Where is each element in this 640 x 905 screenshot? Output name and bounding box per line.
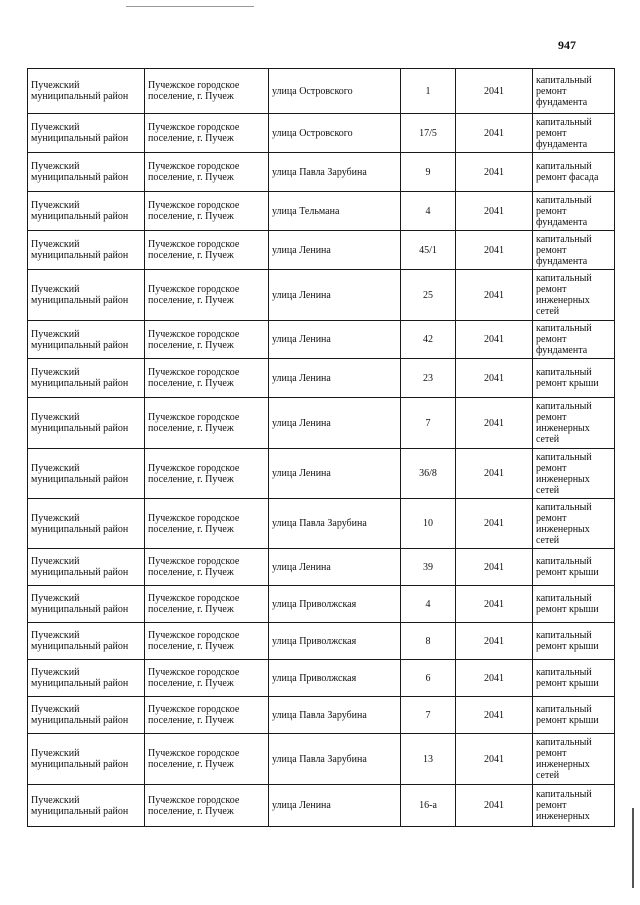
- street-cell: улица Островского: [269, 114, 401, 153]
- house-number-cell: 25: [401, 270, 456, 321]
- street-cell: улица Островского: [269, 69, 401, 114]
- year-cell: 2041: [456, 549, 533, 586]
- district-cell: Пучежский муниципальный район: [28, 785, 145, 827]
- district-cell: Пучежский муниципальный район: [28, 734, 145, 785]
- year-cell: 2041: [456, 398, 533, 449]
- work-type-cell: капитальный ремонт инженерных сетей: [533, 734, 615, 785]
- year-cell: 2041: [456, 734, 533, 785]
- settlement-cell: Пучежское городское поселение, г. Пучеж: [145, 192, 269, 231]
- table-row: [28, 660, 615, 697]
- table-row: [28, 192, 615, 231]
- repair-schedule-table: [27, 68, 615, 827]
- settlement-cell: Пучежское городское поселение, г. Пучеж: [145, 586, 269, 623]
- table-row: [28, 231, 615, 270]
- street-cell: улица Ленина: [269, 270, 401, 321]
- street-cell: улица Павла Зарубина: [269, 734, 401, 785]
- district-cell: Пучежский муниципальный район: [28, 586, 145, 623]
- scan-edge-mark: [632, 808, 634, 888]
- work-type-cell: капитальный ремонт инженерных: [533, 785, 615, 827]
- district-cell: Пучежский муниципальный район: [28, 153, 145, 192]
- district-cell: Пучежский муниципальный район: [28, 231, 145, 270]
- work-type-cell: капитальный ремонт фундамента: [533, 231, 615, 270]
- settlement-cell: Пучежское городское поселение, г. Пучеж: [145, 270, 269, 321]
- settlement-cell: Пучежское городское поселение, г. Пучеж: [145, 114, 269, 153]
- settlement-cell: Пучежское городское поселение, г. Пучеж: [145, 785, 269, 827]
- year-cell: 2041: [456, 499, 533, 549]
- district-cell: Пучежский муниципальный район: [28, 499, 145, 549]
- street-cell: улица Павла Зарубина: [269, 499, 401, 549]
- street-cell: улица Ленина: [269, 398, 401, 449]
- year-cell: 2041: [456, 69, 533, 114]
- street-cell: улица Ленина: [269, 785, 401, 827]
- house-number-cell: 4: [401, 586, 456, 623]
- house-number-cell: 13: [401, 734, 456, 785]
- settlement-cell: Пучежское городское поселение, г. Пучеж: [145, 623, 269, 660]
- table-row: [28, 549, 615, 586]
- work-type-cell: капитальный ремонт фасада: [533, 153, 615, 192]
- work-type-cell: капитальный ремонт инженерных сетей: [533, 270, 615, 321]
- table-row: [28, 270, 615, 321]
- table-row: [28, 785, 615, 827]
- settlement-cell: Пучежское городское поселение, г. Пучеж: [145, 734, 269, 785]
- work-type-cell: капитальный ремонт инженерных сетей: [533, 398, 615, 449]
- year-cell: 2041: [456, 449, 533, 499]
- year-cell: 2041: [456, 192, 533, 231]
- house-number-cell: 9: [401, 153, 456, 192]
- page-number: 947: [558, 38, 576, 52]
- table-row: [28, 734, 615, 785]
- house-number-cell: 7: [401, 398, 456, 449]
- settlement-cell: Пучежское городское поселение, г. Пучеж: [145, 231, 269, 270]
- house-number-cell: 8: [401, 623, 456, 660]
- year-cell: 2041: [456, 153, 533, 192]
- street-cell: улица Ленина: [269, 449, 401, 499]
- table-row: [28, 321, 615, 359]
- settlement-cell: Пучежское городское поселение, г. Пучеж: [145, 549, 269, 586]
- table-row: [28, 697, 615, 734]
- house-number-cell: 1: [401, 69, 456, 114]
- year-cell: 2041: [456, 697, 533, 734]
- house-number-cell: 16-а: [401, 785, 456, 827]
- table-row: [28, 114, 615, 153]
- district-cell: Пучежский муниципальный район: [28, 192, 145, 231]
- top-divider: [126, 6, 254, 7]
- house-number-cell: 17/5: [401, 114, 456, 153]
- year-cell: 2041: [456, 114, 533, 153]
- work-type-cell: капитальный ремонт крыши: [533, 586, 615, 623]
- street-cell: улица Ленина: [269, 231, 401, 270]
- street-cell: улица Ленина: [269, 359, 401, 398]
- district-cell: Пучежский муниципальный район: [28, 114, 145, 153]
- work-type-cell: капитальный ремонт инженерных сетей: [533, 499, 615, 549]
- district-cell: Пучежский муниципальный район: [28, 549, 145, 586]
- house-number-cell: 4: [401, 192, 456, 231]
- district-cell: Пучежский муниципальный район: [28, 69, 145, 114]
- work-type-cell: капитальный ремонт фундамента: [533, 69, 615, 114]
- settlement-cell: Пучежское городское поселение, г. Пучеж: [145, 359, 269, 398]
- house-number-cell: 7: [401, 697, 456, 734]
- street-cell: улица Приволжская: [269, 660, 401, 697]
- district-cell: Пучежский муниципальный район: [28, 359, 145, 398]
- work-type-cell: капитальный ремонт крыши: [533, 660, 615, 697]
- table-row: [28, 69, 615, 114]
- street-cell: улица Тельмана: [269, 192, 401, 231]
- house-number-cell: 36/8: [401, 449, 456, 499]
- street-cell: улица Павла Зарубина: [269, 153, 401, 192]
- district-cell: Пучежский муниципальный район: [28, 398, 145, 449]
- house-number-cell: 45/1: [401, 231, 456, 270]
- district-cell: Пучежский муниципальный район: [28, 660, 145, 697]
- house-number-cell: 42: [401, 321, 456, 359]
- table-body: [28, 69, 615, 827]
- work-type-cell: капитальный ремонт фундамента: [533, 114, 615, 153]
- year-cell: 2041: [456, 586, 533, 623]
- street-cell: улица Павла Зарубина: [269, 697, 401, 734]
- house-number-cell: 23: [401, 359, 456, 398]
- table-row: [28, 359, 615, 398]
- work-type-cell: капитальный ремонт крыши: [533, 697, 615, 734]
- street-cell: улица Ленина: [269, 549, 401, 586]
- table-row: [28, 499, 615, 549]
- settlement-cell: Пучежское городское поселение, г. Пучеж: [145, 499, 269, 549]
- work-type-cell: капитальный ремонт крыши: [533, 549, 615, 586]
- table-row: [28, 586, 615, 623]
- street-cell: улица Ленина: [269, 321, 401, 359]
- district-cell: Пучежский муниципальный район: [28, 697, 145, 734]
- year-cell: 2041: [456, 660, 533, 697]
- settlement-cell: Пучежское городское поселение, г. Пучеж: [145, 69, 269, 114]
- house-number-cell: 6: [401, 660, 456, 697]
- settlement-cell: Пучежское городское поселение, г. Пучеж: [145, 398, 269, 449]
- work-type-cell: капитальный ремонт фундамента: [533, 192, 615, 231]
- settlement-cell: Пучежское городское поселение, г. Пучеж: [145, 449, 269, 499]
- work-type-cell: капитальный ремонт крыши: [533, 623, 615, 660]
- table-row: [28, 153, 615, 192]
- work-type-cell: капитальный ремонт инженерных сетей: [533, 449, 615, 499]
- work-type-cell: капитальный ремонт фундамента: [533, 321, 615, 359]
- settlement-cell: Пучежское городское поселение, г. Пучеж: [145, 321, 269, 359]
- table-row: [28, 449, 615, 499]
- settlement-cell: Пучежское городское поселение, г. Пучеж: [145, 660, 269, 697]
- settlement-cell: Пучежское городское поселение, г. Пучеж: [145, 153, 269, 192]
- year-cell: 2041: [456, 785, 533, 827]
- street-cell: улица Приволжская: [269, 623, 401, 660]
- district-cell: Пучежский муниципальный район: [28, 449, 145, 499]
- district-cell: Пучежский муниципальный район: [28, 623, 145, 660]
- table-row: [28, 623, 615, 660]
- table-row: [28, 398, 615, 449]
- year-cell: 2041: [456, 321, 533, 359]
- house-number-cell: 39: [401, 549, 456, 586]
- year-cell: 2041: [456, 270, 533, 321]
- settlement-cell: Пучежское городское поселение, г. Пучеж: [145, 697, 269, 734]
- year-cell: 2041: [456, 231, 533, 270]
- street-cell: улица Приволжская: [269, 586, 401, 623]
- district-cell: Пучежский муниципальный район: [28, 270, 145, 321]
- work-type-cell: капитальный ремонт крыши: [533, 359, 615, 398]
- district-cell: Пучежский муниципальный район: [28, 321, 145, 359]
- year-cell: 2041: [456, 359, 533, 398]
- house-number-cell: 10: [401, 499, 456, 549]
- year-cell: 2041: [456, 623, 533, 660]
